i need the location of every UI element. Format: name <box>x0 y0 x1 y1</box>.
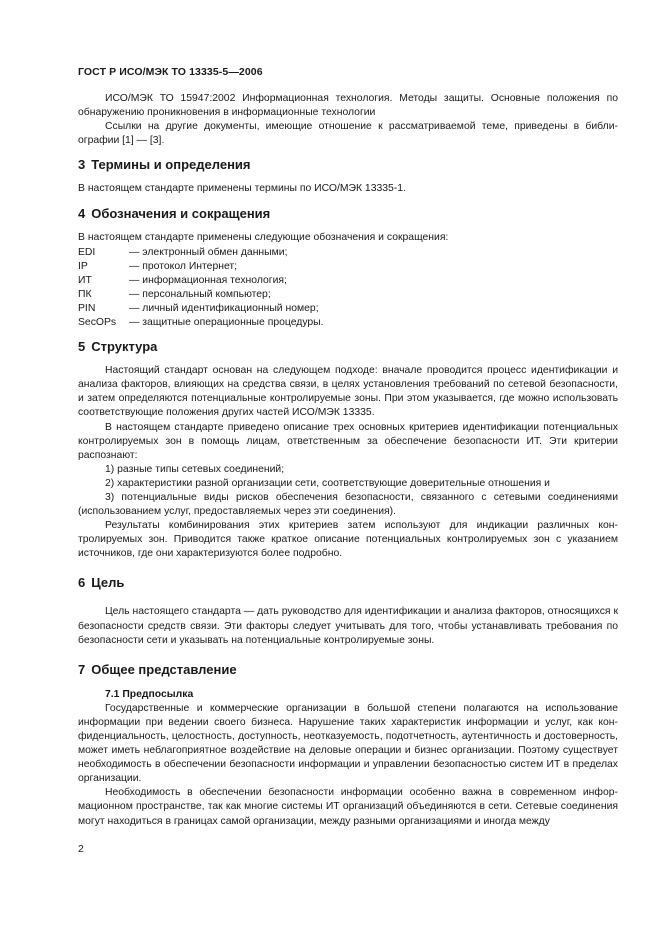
section-number: 7 <box>78 661 86 677</box>
abbreviation-definition: — личный идентификационный номер; <box>129 302 319 314</box>
criteria-item-3: 3) потенциальные виды рисков обеспечения безопасности, связанного с сетевыми соединениями (использованием услуг, предоставляемых через эти соединения). <box>78 491 618 518</box>
abbreviation-row <box>78 260 618 274</box>
abbreviation-code: EDI <box>78 246 96 258</box>
abbreviation-row <box>78 302 618 316</box>
criteria-item-1: 1) разные типы сетевых соединений; <box>105 463 285 475</box>
abbreviation-row <box>78 274 618 288</box>
section-7-paragraph-2: Необходимость в обеспечении безопасности информации особенно важна в современном информационном пространстве, так как многие системы ИТ организаций объединяются в сети. Сетевые соединения могут находиться в границах самой организации, между разными организациями и иногда между <box>78 787 618 827</box>
bibliography-note: Ссылки на другие документы, имеющие отношение к рассматриваемой теме, приведены в библиографии [1] — [3]. <box>78 121 618 147</box>
abbreviation-definition: — протокол Интернет; <box>129 260 238 272</box>
section-7-paragraph-1: Государственные и коммерческие организации в большой степени полагаются на использование информации при ведении своего бизнеса. Нарушение таких характеристик информации и услуг, как конфиденциальность, целостность, доступность, неотказуемость, подотчетность, аутентичность и достоверность, может иметь неблагоприятное воздействие на деловые операции и бизнес организации. Поэтому существует необходимость в обеспечении безопасности информации и управлении безопасностью систем ИТ в пределах организации. <box>78 702 618 785</box>
abbreviation-row <box>78 246 618 260</box>
section-number: 5 <box>78 339 86 355</box>
section-title: Структура <box>91 339 158 355</box>
abbreviation-code: ИТ <box>78 274 92 286</box>
abbreviation-definition: — персональный компьютер; <box>129 288 271 300</box>
section-6-heading <box>78 575 618 591</box>
abbreviation-definition: — электронный обмен данными; <box>129 246 288 258</box>
section-title: Цель <box>91 575 125 591</box>
section-3-text: В настоящем стандарте применены термины по ИСО/МЭК 13335-1. <box>78 183 406 195</box>
criteria-item-2: 2) характеристики разной организации сети, соответствующие доверительные отношения и <box>105 477 550 489</box>
section-7-heading <box>78 662 618 678</box>
abbreviation-definition: — информационная технология; <box>129 274 287 286</box>
abbreviation-row <box>78 288 618 302</box>
document-header: ГОСТ Р ИСО/МЭК ТО 13335-5—2006 <box>78 66 263 78</box>
abbreviation-definition: — защитные операционные процедуры. <box>129 317 324 329</box>
section-6-paragraph: Цель настоящего стандарта — дать руководство для идентификации и анализа факторов, относящихся к безопасности средств связи. Эти факторы следует учитывать для того, чтобы устанавливать требования по безопасности сети и указывать на потенциальные контролируемые зоны. <box>78 606 618 646</box>
abbreviation-code: IP <box>78 260 88 272</box>
section-number: 4 <box>78 206 86 222</box>
section-title: Термины и определения <box>91 157 251 173</box>
abbreviation-row <box>78 316 618 330</box>
section-5-paragraph-2: В настоящем стандарте приведено описание трех основных критериев идентификации потенциальных контролируемых зон в помощь лицам, ответственным за обеспечение безопасности ИТ. Эти критерии распознают: <box>78 421 618 461</box>
subsection-7-1-heading: 7.1 Предпосылка <box>105 688 194 700</box>
abbreviation-code: ПК <box>78 288 92 300</box>
section-4-heading <box>78 206 618 222</box>
page-content <box>78 92 618 829</box>
abbreviation-code: SecOPs <box>78 317 117 329</box>
abbreviation-code: PIN <box>78 302 96 314</box>
section-number: 6 <box>78 575 86 591</box>
section-5-paragraph-1: Настоящий стандарт основан на следующем подходе: вначале проводится процесс идентификации и анализа факторов, влияющих на средства связи, в целях установления требований по сетевой безопасности, и затем определяются потенциальные контролируемые зоны. При этом указывается, где можно использовать соответствующие положения других частей ИСО/МЭК 13335. <box>78 365 618 419</box>
section-5-heading <box>78 339 618 355</box>
section-title: Общее представление <box>91 661 237 677</box>
reference-paragraph: ИСО/МЭК ТО 15947:2002 Информационная технология. Методы защиты. Основные положения по обнаружению проникновения в информационные технологии <box>78 93 618 119</box>
section-4-intro: В настоящем стандарте применены следующие обозначения и сокращения: <box>78 232 449 244</box>
section-3-heading <box>78 157 618 173</box>
section-title: Обозначения и сокращения <box>91 206 271 222</box>
page-number: 2 <box>78 843 84 855</box>
section-number: 3 <box>78 157 86 173</box>
abbreviations-list <box>78 246 618 331</box>
section-5-paragraph-3: Результаты комбинирования этих критериев затем используют для индикации различных контролируемых зон. Приводится также краткое описание потенциальных контролируемых зон с указанием источников, где они характеризуются более подробно. <box>78 520 618 560</box>
